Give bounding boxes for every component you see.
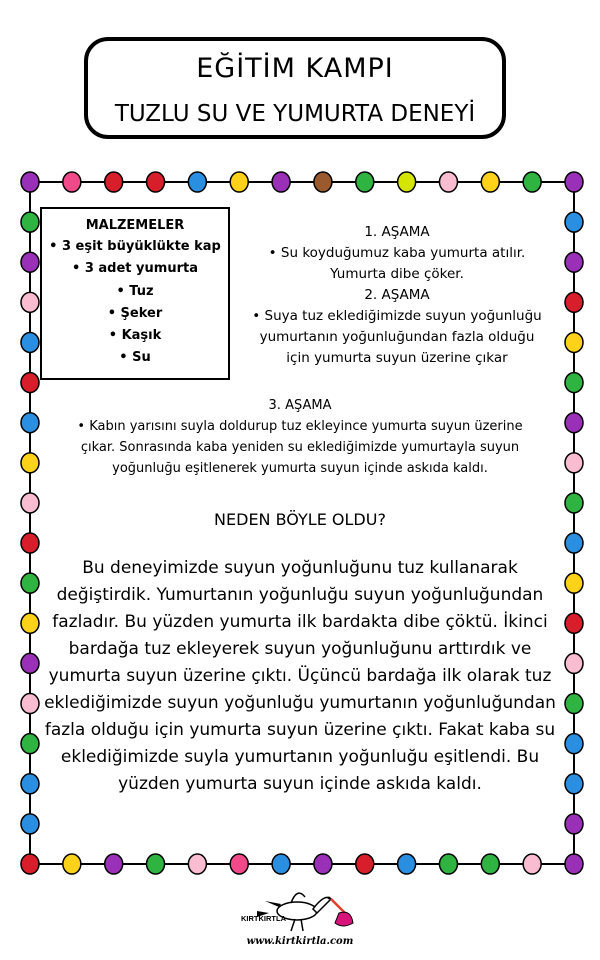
bead-left xyxy=(21,573,39,593)
explanation-line: eklediğimizde suyla yumurtanın yoğunluğu eşitlendi. Bu xyxy=(60,747,540,767)
bead-left xyxy=(21,212,39,232)
page-subtitle: TUZLU SU VE YUMURTA DENEYİ xyxy=(114,101,476,127)
logo-text: KIRTKIRTLA xyxy=(241,914,286,923)
bead-left xyxy=(21,653,39,673)
bead-top xyxy=(565,172,583,192)
explanation-line: bardağa tuz ekleyerek suyun yoğunluğunu arttırdık ve xyxy=(68,639,532,659)
bead-right xyxy=(565,774,583,794)
explanation-line: yumurta suyun üzerine çıktı. Üçüncü bardağa ilk olarak tuz xyxy=(48,666,552,686)
stage-3-title: 3. AŞAMA xyxy=(268,398,332,413)
bead-right xyxy=(565,533,583,553)
bead-top xyxy=(481,172,499,192)
bead-left xyxy=(21,373,39,393)
bead-right xyxy=(565,252,583,272)
bead-top xyxy=(523,172,541,192)
bead-right xyxy=(565,292,583,312)
bead-top xyxy=(356,172,374,192)
bead-bottom xyxy=(523,854,541,874)
bead-left xyxy=(21,332,39,352)
bead-right xyxy=(565,694,583,714)
bead-right xyxy=(565,413,583,433)
materials-box xyxy=(40,207,230,380)
bead-top xyxy=(314,172,332,192)
stage-3-line: • Kabın yarısını suyla doldurup tuz ekleyince yumurta suyun üzerine xyxy=(77,419,523,434)
bead-bottom xyxy=(439,854,457,874)
explanation-line: fazladır. Bu yüzden yumurta ilk bardakta dibe çöktü. İkinci xyxy=(52,612,548,632)
bead-right xyxy=(565,734,583,754)
bead-left xyxy=(21,734,39,754)
bead-bottom xyxy=(272,854,290,874)
explanation-line: Bu deneyimizde suyun yoğunluğunu tuz kullanarak xyxy=(82,558,518,578)
page-title: EĞİTİM KAMPI xyxy=(196,53,394,84)
bead-bottom xyxy=(63,854,81,874)
bead-top xyxy=(188,172,206,192)
bead-right xyxy=(565,814,583,834)
bead-bottom xyxy=(398,854,416,874)
bead-bottom xyxy=(356,854,374,874)
materials-item: • Şeker xyxy=(107,305,163,321)
bead-bottom xyxy=(230,854,248,874)
materials-item: • Tuz xyxy=(116,283,154,299)
bead-top xyxy=(63,172,81,192)
explanation-line: fazla olduğu için yumurta suyun üzerine çıktı. Fakat kaba su xyxy=(44,720,556,740)
stage-2-title: 2. AŞAMA xyxy=(364,287,430,303)
stage-3-block xyxy=(48,395,552,479)
bead-right xyxy=(565,332,583,352)
bead-left xyxy=(21,533,39,553)
bead-top xyxy=(398,172,416,192)
bead-left xyxy=(21,694,39,714)
explanation-line: yüzden yumurta suyun içinde askıda kaldı. xyxy=(118,774,482,794)
stage-2-line: • Suya tuz eklediğimizde suyun yoğunluğu xyxy=(252,308,542,324)
materials-title: MALZEMELER xyxy=(85,218,185,233)
bead-right xyxy=(565,573,583,593)
bead-right xyxy=(565,453,583,473)
explanation-paragraph xyxy=(38,555,562,798)
bead-bottom xyxy=(565,854,583,874)
bead-left xyxy=(21,814,39,834)
bead-bottom xyxy=(481,854,499,874)
explanation-line: değiştirdik. Yumurtanın yoğunluğu suyun yoğunluğundan xyxy=(56,585,544,605)
stage-1-line: Yumurta dibe çöker. xyxy=(330,266,464,282)
bead-top xyxy=(272,172,290,192)
bead-left xyxy=(21,252,39,272)
materials-item: • Kaşık xyxy=(108,328,162,344)
stage-1-title: 1. AŞAMA xyxy=(364,224,430,240)
bead-left xyxy=(21,413,39,433)
bead-left xyxy=(21,453,39,473)
bead-left xyxy=(21,774,39,794)
bead-bottom xyxy=(188,854,206,874)
bead-right xyxy=(565,373,583,393)
materials-item: • 3 adet yumurta xyxy=(72,261,198,277)
bead-left xyxy=(21,613,39,633)
bead-bottom xyxy=(147,854,165,874)
bead-top xyxy=(439,172,457,192)
stage-1-2-block xyxy=(232,222,562,369)
bead-top xyxy=(21,172,39,192)
stork-icon xyxy=(257,893,353,931)
bead-bottom xyxy=(105,854,123,874)
bead-top xyxy=(105,172,123,192)
question-heading: NEDEN BÖYLE OLDU? xyxy=(214,510,386,529)
bead-bottom xyxy=(21,854,39,874)
explanation-line: eklediğimizde suyun yoğunluğu yumurtanın yoğunluğundan xyxy=(44,693,556,713)
bead-top xyxy=(230,172,248,192)
stage-2-line: için yumurta suyun üzerine çıkar xyxy=(286,350,508,366)
materials-item: • Su xyxy=(119,350,151,366)
stage-3-line: yoğunluğu eşitlenerek yumurta suyun içinde askıda kaldı. xyxy=(112,461,488,476)
materials-item: • 3 eşit büyüklükte kap xyxy=(49,239,221,254)
logo-url: www.kirtkirtla.com xyxy=(246,936,354,947)
bead-bottom xyxy=(314,854,332,874)
bead-right xyxy=(565,653,583,673)
bead-top xyxy=(147,172,165,192)
bead-right xyxy=(565,212,583,232)
bead-left xyxy=(21,292,39,312)
bead-right xyxy=(565,613,583,633)
stage-1-line: • Su koyduğumuz kaba yumurta atılır. xyxy=(268,245,526,261)
stage-2-line: yumurtanın yoğunluğundan fazla olduğu xyxy=(259,329,535,345)
stage-3-line: çıkar. Sonrasında kaba yeniden su eklediğimizde yumurtayla suyun xyxy=(80,440,520,455)
